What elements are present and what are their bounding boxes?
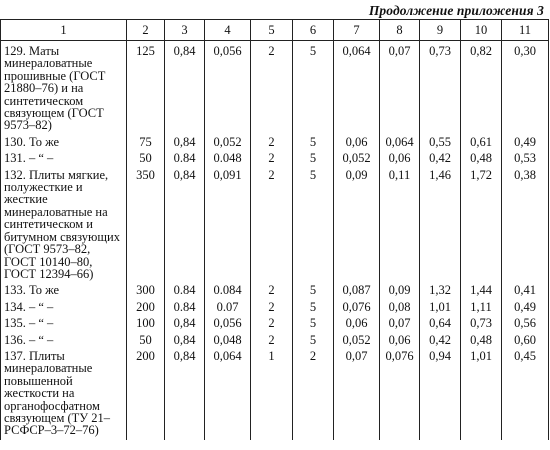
value-cell: 0,09 [380, 283, 420, 299]
value-cell: 1,01 [461, 349, 502, 440]
value-cell: 1,32 [420, 283, 461, 299]
value-cell: 2 [251, 333, 293, 349]
value-cell: 2 [251, 41, 293, 135]
value-cell: 1,72 [461, 168, 502, 284]
table-row [1, 300, 549, 316]
value-cell: 0,06 [380, 333, 420, 349]
value-cell: 50 [127, 333, 165, 349]
value-cell: 0,84 [165, 135, 205, 151]
column-header: 6 [293, 20, 334, 41]
table-row [1, 349, 549, 440]
value-cell: 2 [251, 135, 293, 151]
value-cell: 0,076 [334, 300, 380, 316]
value-cell: 0,45 [502, 349, 549, 440]
value-cell: 0,07 [380, 316, 420, 332]
value-cell: 0,091 [205, 168, 251, 284]
value-cell: 0,06 [334, 316, 380, 332]
value-cell: 0,11 [380, 168, 420, 284]
value-cell: 0,048 [205, 333, 251, 349]
material-name-cell: 136. – “ – [1, 333, 127, 349]
value-cell: 0,30 [502, 41, 549, 135]
value-cell: 0,06 [334, 135, 380, 151]
value-cell: 1 [251, 349, 293, 440]
value-cell: 0,41 [502, 283, 549, 299]
column-header: 9 [420, 20, 461, 41]
value-cell: 2 [251, 316, 293, 332]
value-cell: 200 [127, 349, 165, 440]
material-name-cell: 129. Маты минераловатные прошивные (ГОСТ 21880–76) и на синтетическом связующем (ГОСТ 9573–82) [1, 41, 127, 135]
value-cell: 1,11 [461, 300, 502, 316]
value-cell: 0,56 [502, 316, 549, 332]
value-cell: 0,052 [334, 333, 380, 349]
value-cell: 5 [293, 283, 334, 299]
material-name-cell: 135. – “ – [1, 316, 127, 332]
column-header: 3 [165, 20, 205, 41]
value-cell: 0,60 [502, 333, 549, 349]
column-header: 7 [334, 20, 380, 41]
value-cell: 0,07 [380, 41, 420, 135]
value-cell: 0,94 [420, 349, 461, 440]
value-cell: 5 [293, 151, 334, 167]
value-cell: 0,48 [461, 333, 502, 349]
value-cell: 5 [293, 300, 334, 316]
column-header: 4 [205, 20, 251, 41]
value-cell: 350 [127, 168, 165, 284]
value-cell: 5 [293, 135, 334, 151]
value-cell: 0,84 [165, 349, 205, 440]
value-cell: 0,064 [380, 135, 420, 151]
value-cell: 0,42 [420, 151, 461, 167]
material-name-cell: 133. То же [1, 283, 127, 299]
table-row [1, 135, 549, 151]
value-cell: 2 [251, 168, 293, 284]
table-row [1, 316, 549, 332]
value-cell: 5 [293, 333, 334, 349]
value-cell: 0,73 [461, 316, 502, 332]
material-name-cell: 130. То же [1, 135, 127, 151]
value-cell: 5 [293, 316, 334, 332]
material-name-cell: 131. – “ – [1, 151, 127, 167]
value-cell: 0,49 [502, 135, 549, 151]
table-row [1, 168, 549, 284]
value-cell: 0.84 [165, 151, 205, 167]
table-row [1, 41, 549, 135]
column-header: 2 [127, 20, 165, 41]
value-cell: 2 [251, 300, 293, 316]
value-cell: 0,84 [165, 41, 205, 135]
value-cell: 200 [127, 300, 165, 316]
value-cell: 0,48 [461, 151, 502, 167]
value-cell: 0,06 [380, 151, 420, 167]
table-row [1, 333, 549, 349]
value-cell: 0,82 [461, 41, 502, 135]
value-cell: 0,064 [334, 41, 380, 135]
value-cell: 0,08 [380, 300, 420, 316]
value-cell: 5 [293, 41, 334, 135]
table-row [1, 151, 549, 167]
value-cell: 75 [127, 135, 165, 151]
value-cell: 100 [127, 316, 165, 332]
value-cell: 1,46 [420, 168, 461, 284]
value-cell: 2 [251, 283, 293, 299]
value-cell: 0.048 [205, 151, 251, 167]
value-cell: 1,01 [420, 300, 461, 316]
value-cell: 50 [127, 151, 165, 167]
column-header: 5 [251, 20, 293, 41]
value-cell: 300 [127, 283, 165, 299]
value-cell: 0,84 [165, 168, 205, 284]
column-header: 1 [1, 20, 127, 41]
value-cell: 0,07 [334, 349, 380, 440]
value-cell: 0.84 [165, 283, 205, 299]
value-cell: 0,64 [420, 316, 461, 332]
value-cell: 0,55 [420, 135, 461, 151]
value-cell: 0,61 [461, 135, 502, 151]
value-cell: 2 [293, 349, 334, 440]
value-cell: 2 [251, 151, 293, 167]
value-cell: 0.084 [205, 283, 251, 299]
value-cell: 0,056 [205, 316, 251, 332]
value-cell: 0.84 [165, 300, 205, 316]
header-row [1, 20, 549, 41]
value-cell: 0,84 [165, 333, 205, 349]
value-cell: 0,076 [380, 349, 420, 440]
value-cell: 0,09 [334, 168, 380, 284]
table-caption: Продолжение приложения 3 [368, 3, 544, 18]
value-cell: 0,056 [205, 41, 251, 135]
value-cell: 0,052 [205, 135, 251, 151]
value-cell: 0,49 [502, 300, 549, 316]
material-name-cell: 132. Плиты мягкие, полужесткие и жесткие минераловатные на синтетическом и битумном связующих (ГОСТ 9573–82, ГОСТ 10140–80, ГОСТ 12394–66) [1, 168, 127, 284]
column-header: 8 [380, 20, 420, 41]
value-cell: 0,087 [334, 283, 380, 299]
value-cell: 0,42 [420, 333, 461, 349]
value-cell: 0.07 [205, 300, 251, 316]
material-name-cell: 134. – “ – [1, 300, 127, 316]
value-cell: 1,44 [461, 283, 502, 299]
material-name-cell: 137. Плиты минераловатные повышенной жесткости на органофосфатном связующем (ТУ 21–РСФСР–3–72–76) [1, 349, 127, 440]
value-cell: 0,064 [205, 349, 251, 440]
value-cell: 0,052 [334, 151, 380, 167]
value-cell: 0,38 [502, 168, 549, 284]
value-cell: 0,53 [502, 151, 549, 167]
column-header: 11 [502, 20, 549, 41]
value-cell: 125 [127, 41, 165, 135]
table-row [1, 283, 549, 299]
value-cell: 0,84 [165, 316, 205, 332]
value-cell: 5 [293, 168, 334, 284]
column-header: 10 [461, 20, 502, 41]
value-cell: 0,73 [420, 41, 461, 135]
data-table [0, 19, 549, 440]
table-body [1, 41, 549, 440]
